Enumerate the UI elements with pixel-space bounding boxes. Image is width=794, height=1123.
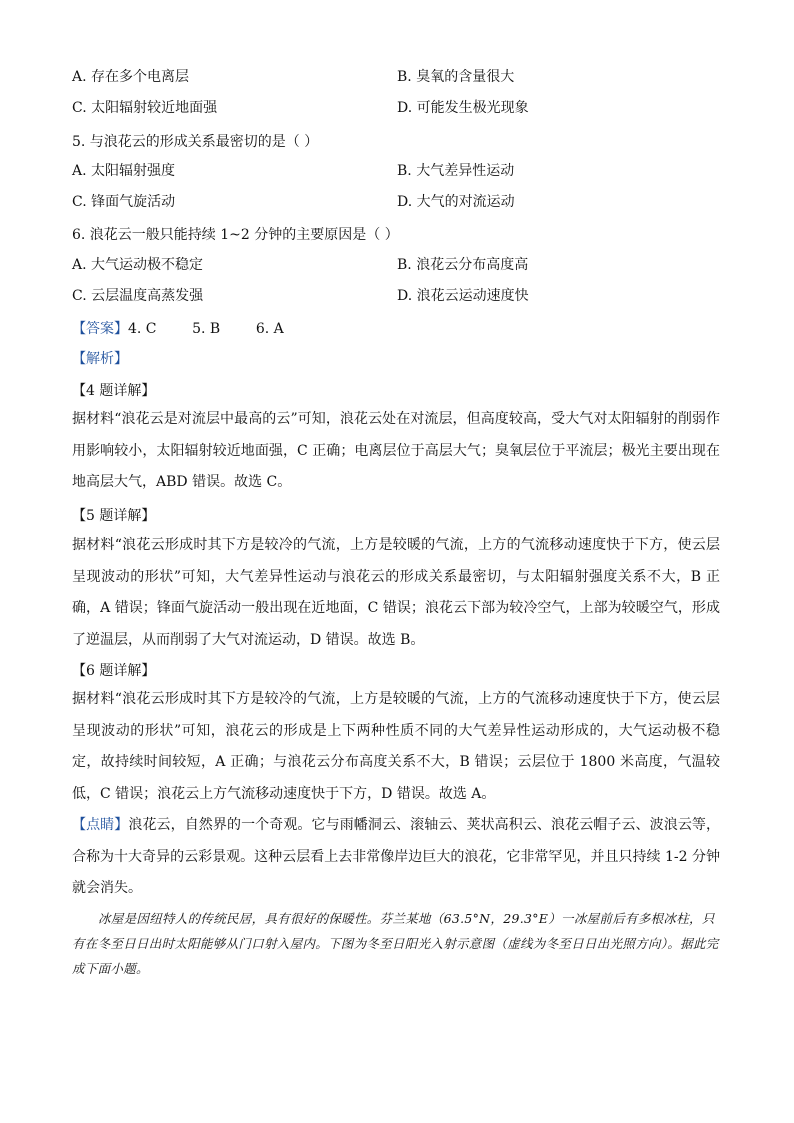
q5-stem: 5. 与浪花云的形成关系最密切的是（ ） bbox=[72, 134, 319, 150]
tip-paragraph bbox=[72, 810, 720, 905]
detail4-text: 据材料“浪花云是对流层中最高的云”可知，浪花云处在对流层，但高度较高，受大气对太阳辐射的削弱作用影响较小，太阳辐射较近地面强，C 正确；电离层位于高层大气；臭氧层位于平流层；极光主要出现在地高层大气，ABD 错误。故选 C。 bbox=[72, 411, 720, 490]
answer-tag: 【答案】 bbox=[72, 321, 128, 337]
material-paragraph: 冰屋是因纽特人的传统民居，具有很好的保暖性。芬兰某地（63.5°N，29.3°E）一冰屋前后有多根冰柱，只有在冬至日日出时太阳能够从门口射入屋内。下图为冬至日阳光入射示意图（虚线为冬至日日出光照方向）。据此完成下面小题。 bbox=[72, 911, 719, 976]
q6-option-b: B. 浪花云分布高度高 bbox=[397, 256, 529, 273]
q6-stem: 6. 浪花云一般只能持续 1~2 分钟的主要原因是（ ） bbox=[72, 227, 399, 243]
q6-option-d: D. 浪花云运动速度快 bbox=[397, 287, 529, 304]
detail4-paragraph bbox=[72, 404, 720, 499]
analysis-tag: 【解析】 bbox=[72, 351, 128, 367]
detail5-paragraph bbox=[72, 530, 720, 656]
answer-line bbox=[72, 318, 284, 338]
q6-options bbox=[72, 248, 732, 310]
detail5-text: 据材料“浪花云形成时其下方是较冷的气流，上方是较暖的气流，上方的气流移动速度快于下方，使云层呈现波动的形状”可知，大气差异性运动与浪花云的形成关系最密切，与太阳辐射强度关系不大，B 正确，A 错误；锋面气旋活动一般出现在近地面，C 错误；浪花云下部为较冷空气，上部为较暖空气，形成了逆温层，从而削弱了大气对流运动，D 错误。故选 B。 bbox=[72, 537, 720, 648]
detail6-title: 【6 题详解】 bbox=[72, 663, 156, 679]
q4-option-a: A. 存在多个电离层 bbox=[72, 68, 190, 85]
detail6-text: 据材料“浪花云形成时其下方是较冷的气流，上方是较暖的气流，上方的气流移动速度快于下方，使云层呈现波动的形状”可知，浪花云的形成是上下两种性质不同的大气差异性运动形成的，大气运动极不稳定，故持续时间较短，A 正确；与浪花云分布高度关系不大，B 错误；云层位于 1800 米高度，气温较低，C 错误；浪花云上方气流移动速度快于下方，D 错误。故选 A。 bbox=[72, 691, 720, 802]
answer-text: 4. C 5. B 6. A bbox=[128, 321, 284, 337]
q4-option-b: B. 臭氧的含量很大 bbox=[397, 68, 515, 85]
q5-option-d: D. 大气的对流运动 bbox=[397, 193, 515, 210]
q5-options bbox=[72, 154, 732, 216]
q4-options bbox=[72, 60, 732, 122]
tip-text: 浪花云，自然界的一个奇观。它与雨幡洞云、滚轴云、荚状高积云、浪花云帽子云、波浪云等，合称为十大奇异的云彩景观。这种云层看上去非常像岸边巨大的浪花，它非常罕见，并且只持续 1-2 分钟就会消失。 bbox=[72, 817, 721, 896]
q5-option-b: B. 大气差异性运动 bbox=[397, 162, 515, 179]
q4-option-c: C. 太阳辐射较近地面强 bbox=[72, 99, 218, 116]
q6-option-c: C. 云层温度高蒸发强 bbox=[72, 287, 204, 304]
detail4-title: 【4 题详解】 bbox=[72, 383, 156, 399]
q5-option-c: C. 锋面气旋活动 bbox=[72, 193, 176, 210]
q5-option-a: A. 太阳辐射强度 bbox=[72, 162, 176, 179]
q6-option-a: A. 大气运动极不稳定 bbox=[72, 256, 204, 273]
detail6-paragraph bbox=[72, 684, 720, 810]
tip-tag: 【点睛】 bbox=[72, 817, 129, 833]
q4-option-d: D. 可能发生极光现象 bbox=[397, 99, 529, 116]
detail5-title: 【5 题详解】 bbox=[72, 508, 156, 524]
